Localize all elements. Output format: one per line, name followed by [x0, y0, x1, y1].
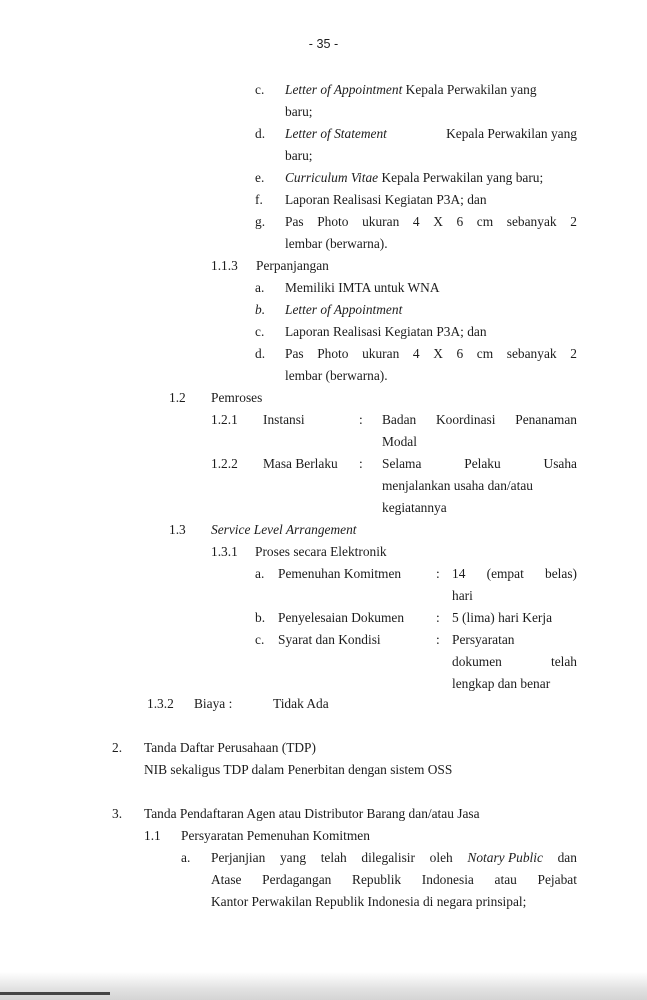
- scan-edge-mark: [0, 992, 110, 995]
- page-number: - 35 -: [308, 37, 339, 51]
- list-item-continuation: baru;: [285, 148, 313, 163]
- row-value: Badan Koordinasi Penanaman: [382, 412, 577, 427]
- list-marker: e.: [255, 170, 265, 185]
- row-label: Syarat dan Kondisi: [278, 632, 381, 647]
- section-number: 1.1.3: [211, 258, 238, 273]
- list-item: Laporan Realisasi Kegiatan P3A; dan: [285, 324, 487, 339]
- subsection-number: 1.1: [144, 828, 161, 843]
- list-marker: a.: [255, 566, 265, 581]
- list-marker: d.: [255, 126, 266, 141]
- subsection-number: 1.3.1: [211, 544, 238, 559]
- list-marker: f.: [255, 192, 263, 207]
- row-number: 1.2.1: [211, 412, 238, 427]
- list-marker: a.: [181, 850, 191, 865]
- list-marker: c.: [255, 82, 265, 97]
- list-item: Letter of Appointment: [285, 302, 403, 317]
- row-value-continuation: kegiatannya: [382, 500, 447, 515]
- list-item: Letter of Statement Kepala Perwakilan yang: [285, 126, 577, 141]
- list-item-continuation: baru;: [285, 104, 313, 119]
- row-value: Persyaratan: [452, 632, 515, 647]
- list-marker: c.: [255, 324, 265, 339]
- list-marker: d.: [255, 346, 266, 361]
- item-line: NIB sekaligus TDP dalam Penerbitan dengan sistem OSS: [144, 762, 453, 777]
- row-colon: :: [436, 632, 440, 647]
- row-colon: :: [359, 456, 363, 471]
- section-title: Pemroses: [211, 390, 263, 405]
- list-marker: a.: [255, 280, 265, 295]
- row-value-continuation: dokumen telah: [452, 654, 577, 669]
- list-item-continuation: lembar (berwarna).: [285, 368, 388, 383]
- row-value-continuation: Modal: [382, 434, 417, 449]
- row-colon: :: [436, 566, 440, 581]
- row-value-continuation: lengkap dan benar: [452, 676, 551, 691]
- biaya-label: Biaya :: [194, 696, 233, 711]
- list-item: Curriculum Vitae Kepala Perwakilan yang baru;: [285, 170, 544, 185]
- item-number: 2.: [112, 740, 123, 755]
- section-title: Service Level Arrangement: [211, 522, 357, 537]
- row-colon: :: [359, 412, 363, 427]
- section-number: 1.3: [169, 522, 186, 537]
- scan-edge-shadow: [0, 972, 647, 1000]
- list-item-continuation: Kantor Perwakilan Republik Indonesia di negara prinsipal;: [211, 894, 527, 909]
- list-item: Pas Photo ukuran 4 X 6 cm sebanyak 2: [285, 214, 577, 229]
- biaya-number: 1.3.2: [147, 696, 174, 711]
- list-item: Laporan Realisasi Kegiatan P3A; dan: [285, 192, 487, 207]
- italic-term: Letter of Appointment: [285, 82, 403, 97]
- row-value-continuation: hari: [452, 588, 473, 603]
- row-label: Masa Berlaku: [263, 456, 338, 471]
- row-label: Instansi: [263, 412, 305, 427]
- row-value: 14 (empat belas): [452, 566, 577, 581]
- list-marker: b.: [255, 302, 266, 317]
- section-number: 1.2: [169, 390, 186, 405]
- biaya-value: Tidak Ada: [273, 696, 329, 711]
- item-number: 3.: [112, 806, 123, 821]
- row-value: Selama Pelaku Usaha: [382, 456, 577, 471]
- row-label: Pemenuhan Komitmen: [278, 566, 402, 581]
- row-value-continuation: menjalankan usaha dan/atau: [382, 478, 533, 493]
- list-item: Letter of Appointment Kepala Perwakilan yang: [285, 82, 537, 97]
- row-value: 5 (lima) hari Kerja: [452, 610, 553, 625]
- list-marker: c.: [255, 632, 265, 647]
- row-number: 1.2.2: [211, 456, 238, 471]
- item-title: Tanda Pendaftaran Agen atau Distributor Barang dan/atau Jasa: [144, 806, 480, 821]
- subsection-title: Proses secara Elektronik: [255, 544, 387, 559]
- row-label: Penyelesaian Dokumen: [278, 610, 405, 625]
- subsection-title: Persyaratan Pemenuhan Komitmen: [181, 828, 370, 843]
- item-title: Tanda Daftar Perusahaan (TDP): [144, 740, 316, 755]
- section-title: Perpanjangan: [256, 258, 329, 273]
- row-colon: :: [436, 610, 440, 625]
- list-item: Memiliki IMTA untuk WNA: [285, 280, 440, 295]
- list-item: Perjanjian yang telah dilegalisir oleh Notary Public dan: [211, 850, 577, 865]
- list-item-continuation: Atase Perdagangan Republik Indonesia atau Pejabat: [211, 872, 577, 887]
- list-marker: b.: [255, 610, 266, 625]
- list-item: Pas Photo ukuran 4 X 6 cm sebanyak 2: [285, 346, 577, 361]
- list-item-continuation: lembar (berwarna).: [285, 236, 388, 251]
- list-marker: g.: [255, 214, 266, 229]
